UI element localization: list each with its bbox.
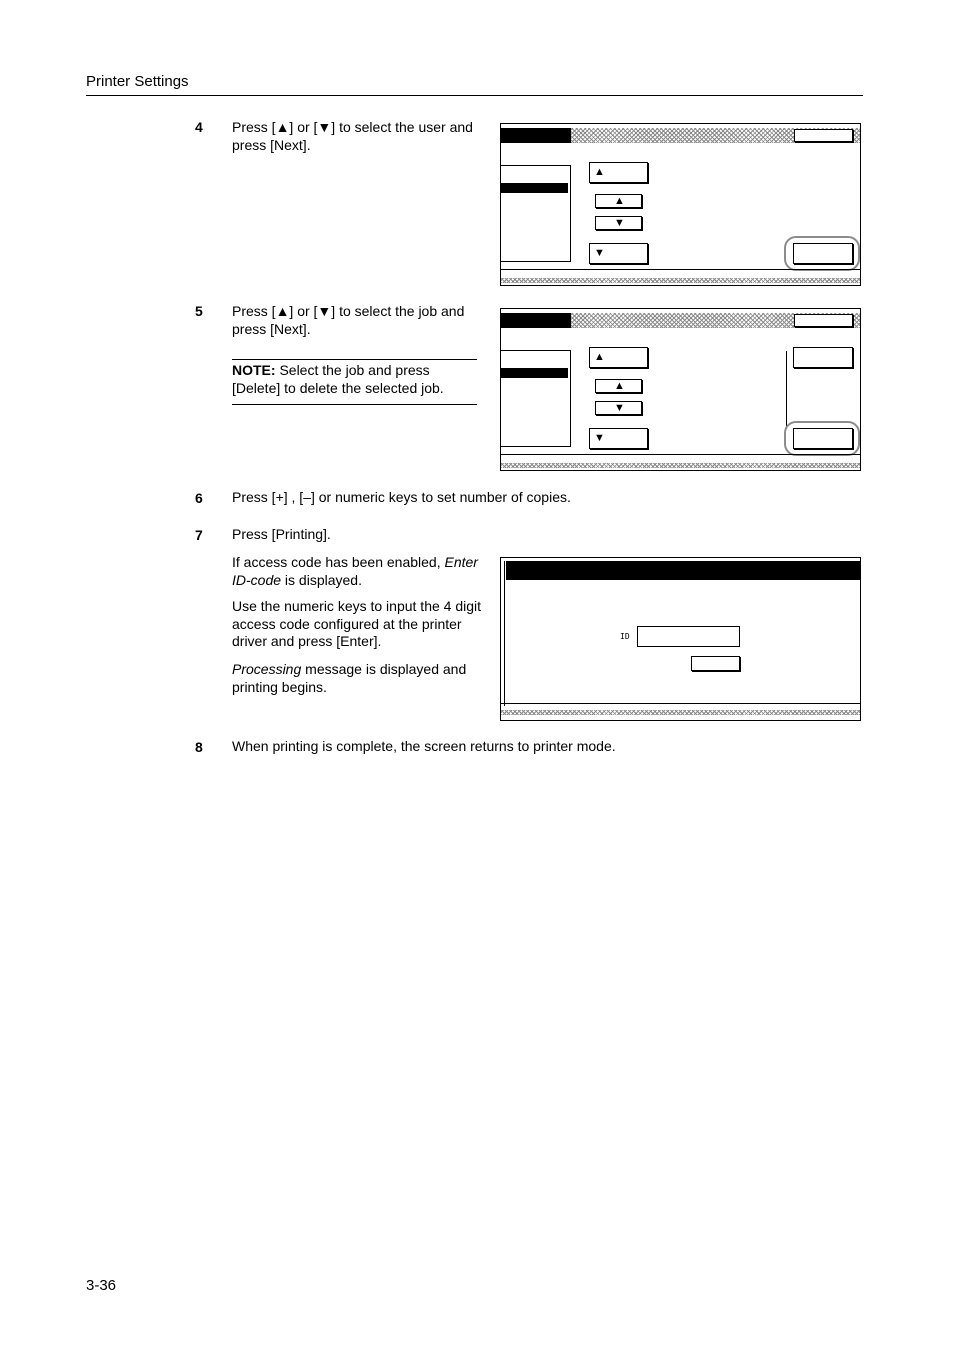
id-code-input[interactable] [637, 626, 740, 647]
step-4-number: 4 [195, 119, 203, 135]
small-down-button[interactable] [595, 401, 642, 415]
panel-divider [786, 351, 787, 429]
screen-title-block [501, 128, 571, 143]
note-label: NOTE: [232, 362, 276, 378]
scroll-down-button[interactable] [589, 428, 648, 449]
job-list[interactable] [501, 350, 571, 447]
scroll-up-button[interactable] [589, 162, 648, 183]
note-text: Select the job and press [Delete] to delete the selected job. [232, 362, 444, 396]
step-4-text: Press [▲] or [▼] to select the user and press [Next]. [232, 119, 473, 153]
id-label: ID [620, 632, 630, 641]
small-up-button[interactable] [595, 194, 642, 208]
page-header: Printer Settings [86, 73, 189, 90]
para-3-end: message is displayed and printing begins. [232, 661, 467, 695]
screen-footer-bar [501, 278, 860, 283]
step-7-number: 7 [195, 527, 203, 543]
screen-select-user [500, 123, 861, 286]
dialog-left-edge [504, 561, 505, 706]
down-triangle-icon: ▼ [614, 402, 625, 414]
selected-user-row[interactable] [501, 183, 568, 193]
screen-select-job [500, 308, 861, 471]
up-triangle-icon: ▲ [594, 166, 605, 178]
user-list[interactable] [501, 165, 571, 262]
step-5-text: Press [▲] or [▼] to select the job and press [Next]. [232, 303, 465, 337]
step-5-number: 5 [195, 303, 203, 319]
step-5-note [232, 359, 477, 405]
screen-footer-bar [501, 710, 860, 715]
next-button[interactable] [793, 243, 853, 264]
para-3-emphasis: Processing [232, 661, 302, 677]
close-button[interactable] [794, 129, 853, 142]
down-triangle-icon: ▼ [594, 432, 605, 444]
para-1-start: If access code has been enabled, [232, 554, 445, 570]
step-7-para-1 [232, 554, 494, 589]
step-7-para-3 [232, 661, 494, 696]
screen-title-block [501, 313, 571, 328]
small-down-button[interactable] [595, 216, 642, 230]
selected-job-row[interactable] [501, 368, 568, 378]
up-triangle-icon: ▲ [594, 351, 605, 363]
screen-bottom-rule [501, 269, 860, 270]
step-8-text: When printing is complete, the screen returns to printer mode. [232, 738, 616, 754]
step-7-text: Press [Printing]. [232, 526, 331, 542]
close-button[interactable] [794, 314, 853, 327]
screen-bottom-rule [501, 454, 860, 455]
page-number: 3-36 [86, 1277, 117, 1294]
screen-bottom-rule [501, 703, 860, 704]
small-up-button[interactable] [595, 379, 642, 393]
screen-enter-id-code [500, 557, 861, 721]
delete-button[interactable] [793, 347, 853, 368]
para-1-emphasis: Enter ID-code [232, 554, 478, 588]
step-8-number: 8 [195, 739, 203, 755]
scroll-up-button[interactable] [589, 347, 648, 368]
down-triangle-icon: ▼ [614, 217, 625, 229]
up-triangle-icon: ▲ [614, 380, 625, 392]
para-1-end: is displayed. [281, 571, 362, 588]
down-triangle-icon: ▼ [594, 247, 605, 259]
header-rule [86, 95, 863, 96]
scroll-down-button[interactable] [589, 243, 648, 264]
step-6-text: Press [+] , [–] or numeric keys to set number of copies. [232, 489, 571, 505]
screen-footer-bar [501, 463, 860, 468]
next-button[interactable] [793, 428, 853, 449]
up-triangle-icon: ▲ [614, 195, 625, 207]
step-7-para-2: Use the numeric keys to input the 4 digit access code configured at the printer driver and press [Enter]. [232, 598, 482, 649]
step-6-number: 6 [195, 490, 203, 506]
enter-button[interactable] [691, 656, 740, 671]
dialog-title-bar [506, 561, 861, 580]
